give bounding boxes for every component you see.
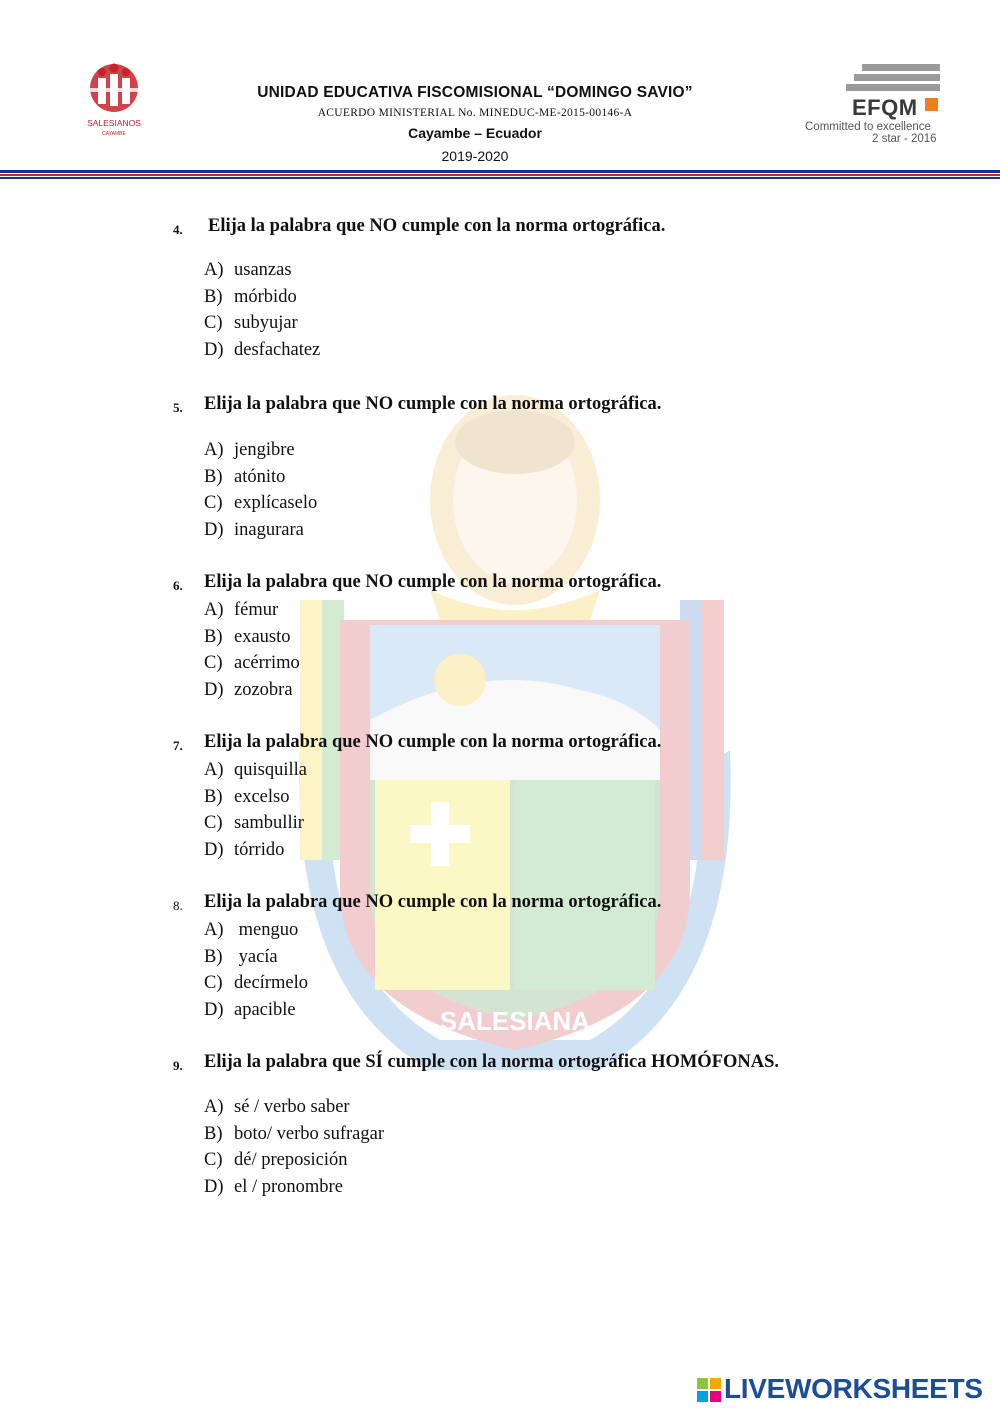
option-text: atónito — [234, 467, 286, 487]
question-text: Elija la palabra que NO cumple con la norma ortográfica. — [204, 732, 662, 752]
option-letter: B) — [204, 787, 223, 807]
option-text: decírmelo — [234, 973, 308, 993]
option-letter: B) — [204, 467, 223, 487]
salesianos-logo-icon — [82, 62, 146, 140]
option-letter: B) — [204, 627, 223, 647]
question-text: Elija la palabra que NO cumple con la norma ortográfica. — [208, 216, 666, 236]
option-c[interactable] — [204, 973, 308, 994]
option-text: boto/ verbo sufragar — [234, 1124, 385, 1144]
question-number: 5. — [173, 400, 183, 415]
option-d[interactable] — [204, 680, 293, 701]
option-a[interactable] — [204, 260, 292, 281]
option-text: dé/ preposición — [234, 1150, 348, 1170]
option-text: inagurara — [234, 520, 304, 540]
option-text: usanzas — [234, 260, 292, 280]
school-city: Cayambe – Ecuador — [408, 125, 542, 141]
option-letter: D) — [204, 520, 224, 540]
question-number: 8. — [173, 898, 183, 913]
option-text: sé / verbo saber — [234, 1097, 350, 1117]
option-a[interactable] — [204, 440, 295, 461]
question-text: Elija la palabra que NO cumple con la norma ortográfica. — [204, 394, 662, 414]
question-text: Elija la palabra que SÍ cumple con la norma ortográfica HOMÓFONAS. — [204, 1052, 780, 1072]
efqm-rating: 2 star - 2016 — [872, 133, 937, 145]
option-text: tórrido — [234, 840, 285, 860]
option-letter: C) — [204, 973, 223, 993]
option-c[interactable] — [204, 1150, 348, 1171]
ministerial-agreement: ACUERDO MINISTERIAL No. MINEDUC-ME-2015-00146-A — [317, 107, 633, 119]
school-name: UNIDAD EDUCATIVA FISCOMISIONAL “DOMINGO SAVIO” — [257, 84, 693, 101]
option-c[interactable] — [204, 493, 317, 514]
header-rule-blue — [0, 170, 1000, 173]
salesianos-logo-text: SALESIANOS — [87, 118, 141, 128]
liveworksheets-icon — [697, 1378, 721, 1402]
option-a[interactable] — [204, 760, 307, 781]
option-c[interactable] — [204, 813, 304, 834]
option-letter: B) — [204, 947, 223, 967]
option-b[interactable] — [204, 627, 291, 648]
option-b[interactable] — [204, 1124, 384, 1145]
question-text: Elija la palabra que NO cumple con la norma ortográfica. — [204, 572, 662, 592]
option-text: excelso — [234, 787, 290, 807]
option-text: explícaselo — [234, 493, 318, 513]
option-b[interactable] — [204, 787, 289, 808]
option-text: zozobra — [234, 680, 293, 700]
option-letter: C) — [204, 493, 223, 513]
option-letter: B) — [204, 287, 223, 307]
liveworksheets-brand[interactable]: LIVEWORKSHEETS — [724, 1373, 983, 1404]
option-text: fémur — [234, 600, 279, 620]
option-d[interactable] — [204, 1177, 343, 1198]
option-letter: A) — [204, 920, 224, 940]
option-text: jengibre — [234, 440, 295, 460]
option-text: subyujar — [234, 313, 298, 333]
option-text: apacible — [234, 1000, 296, 1020]
option-letter: A) — [204, 440, 224, 460]
school-year: 2019-2020 — [441, 148, 509, 164]
crest-motto: HONRADOS CIUDADANOS — [420, 1082, 610, 1099]
efqm-tagline: Committed to excellence — [805, 121, 931, 133]
question-number: 6. — [173, 578, 183, 593]
question-number: 7. — [173, 738, 183, 753]
option-a[interactable] — [204, 1097, 350, 1118]
question-number: 4. — [173, 222, 183, 237]
header-rule-blue-bottom — [0, 177, 1000, 179]
option-letter: D) — [204, 1177, 224, 1197]
option-text: sambullir — [234, 813, 304, 833]
option-text: acérrimo — [234, 653, 300, 673]
option-c[interactable] — [204, 313, 298, 334]
option-letter: C) — [204, 813, 223, 833]
document-header — [0, 0, 1000, 185]
option-letter: B) — [204, 1124, 223, 1144]
option-b[interactable] — [204, 287, 297, 308]
option-text: menguo — [234, 920, 299, 940]
question-text: Elija la palabra que NO cumple con la norma ortográfica. — [204, 892, 662, 912]
question-number: 9. — [173, 1058, 183, 1073]
option-text: desfachatez — [234, 340, 321, 360]
option-text: mórbido — [234, 287, 297, 307]
option-b[interactable] — [204, 947, 278, 968]
option-letter: D) — [204, 340, 224, 360]
option-d[interactable] — [204, 520, 304, 541]
option-c[interactable] — [204, 653, 300, 674]
option-letter: A) — [204, 260, 224, 280]
option-text: el / pronombre — [234, 1177, 343, 1197]
option-d[interactable] — [204, 340, 320, 361]
option-a[interactable] — [204, 600, 278, 621]
option-letter: C) — [204, 313, 223, 333]
option-text: yacía — [234, 947, 278, 967]
option-d[interactable] — [204, 840, 284, 861]
option-a[interactable] — [204, 920, 298, 941]
option-b[interactable] — [204, 467, 285, 488]
option-letter: A) — [204, 760, 224, 780]
crest-bottom-text: SALESIANA — [439, 1006, 591, 1036]
option-text: quisquilla — [234, 760, 307, 780]
option-letter: D) — [204, 680, 224, 700]
option-letter: D) — [204, 840, 224, 860]
header-rule-red — [0, 174, 1000, 176]
option-letter: D) — [204, 1000, 224, 1020]
option-letter: C) — [204, 653, 223, 673]
option-text: exausto — [234, 627, 291, 647]
efqm-brand: EFQM — [852, 95, 918, 120]
option-d[interactable] — [204, 1000, 296, 1021]
option-letter: C) — [204, 1150, 223, 1170]
option-letter: A) — [204, 1097, 224, 1117]
option-letter: A) — [204, 600, 224, 620]
salesianos-logo-subtext: CAYAMBE — [102, 131, 126, 137]
